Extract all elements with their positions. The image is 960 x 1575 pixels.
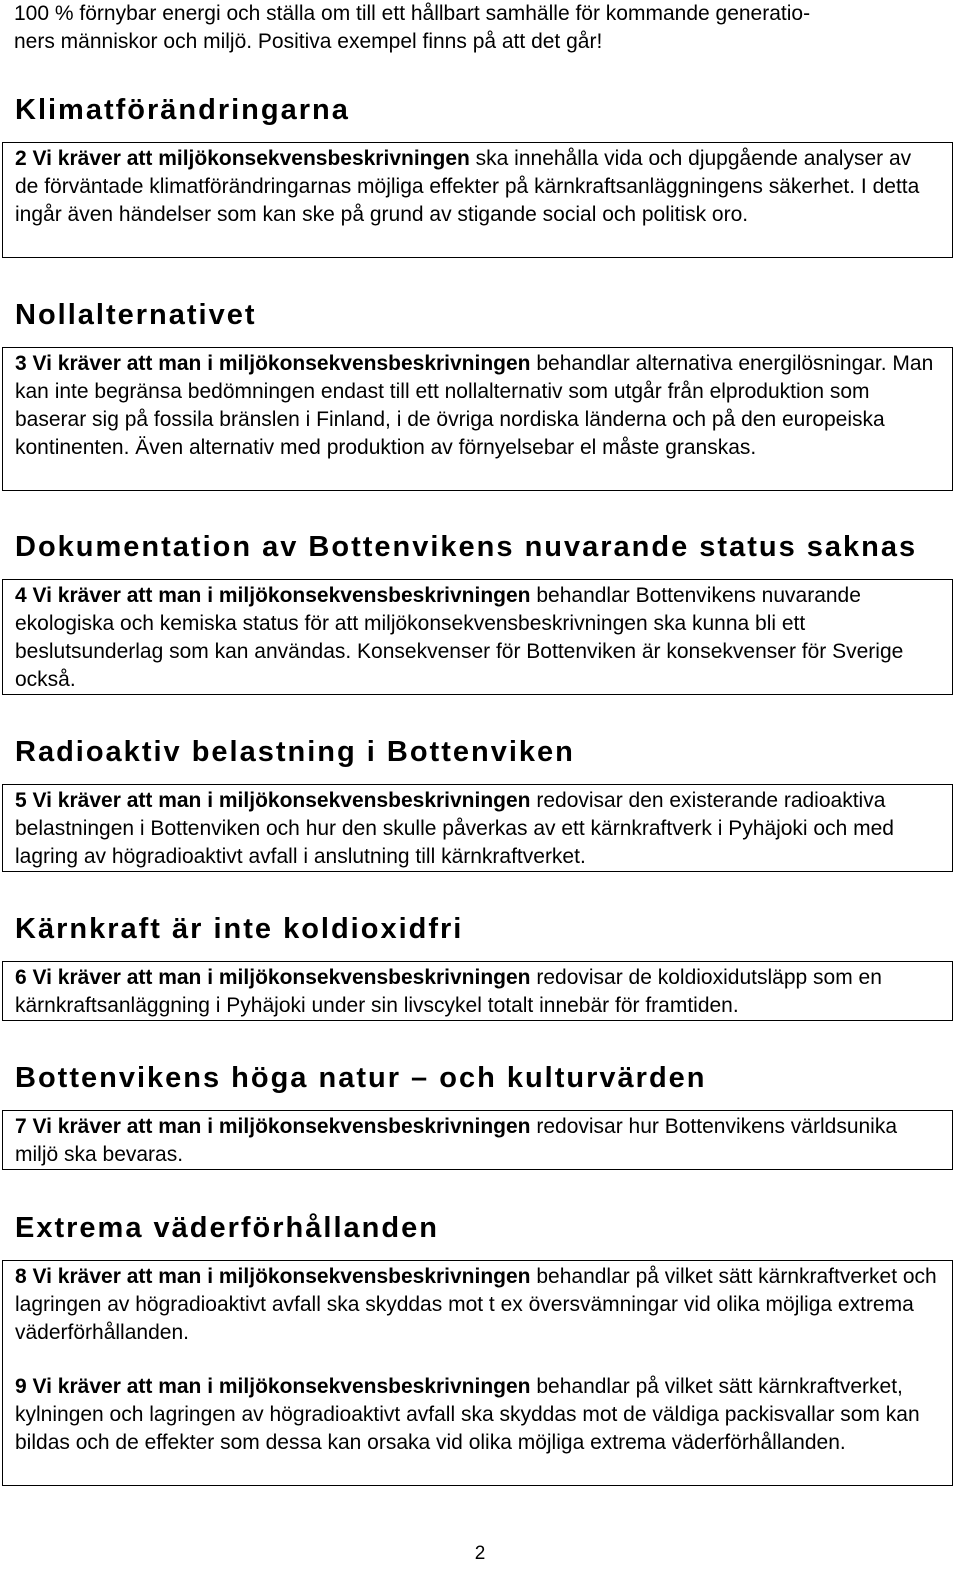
demand-text: redovisar de koldioxidutsläpp som en kärnkraftsanläggning i Pyhäjoki under sin livscykel totalt innebär för framtiden. (15, 966, 882, 1017)
section-heading: Bottenvikens höga natur – och kulturvärden (15, 1062, 707, 1094)
demand-lead: 9 Vi kräver att man i miljökonsekvensbeskrivningen (15, 1375, 531, 1398)
demand-text: ska innehålla vida och djupgående analyser av de förväntade klimatförändringarnas möjliga effekter på kärnkraftsanläggningens säkerhet. I detta ingår även händelser som kan ske på grund av stigande social och politisk oro. (15, 147, 920, 226)
demand-box (2, 579, 953, 695)
demand-text: behandlar på vilket sätt kärnkraftverket, kylningen och lagringen av högradioaktivt avfall ska skyddas mot de väldiga packisvallar som kan bildas och de effekter som dessa kan orsaka vid olika möjliga extrema väderförhållanden. (15, 1375, 920, 1454)
intro-line-1: 100 % förnybar energi och ställa om till ett hållbart samhälle för kommande generatio- (14, 2, 811, 25)
intro-paragraph (14, 0, 946, 56)
paragraph-spacer (15, 1347, 940, 1373)
section-heading: Kärnkraft är inte koldioxidfri (15, 913, 464, 945)
demand-box (2, 347, 953, 491)
page-number: 2 (474, 1543, 486, 1564)
demand-text: redovisar den existerande radioaktiva belastningen i Bottenviken och hur den skulle påverkas av ett kärnkraftverk i Pyhäjoki och med lagring av högradioaktivt avfall i anslutning till kärnkraftverket. (15, 789, 894, 868)
section-heading: Extrema väderförhållanden (15, 1212, 439, 1244)
demand-box (2, 1110, 953, 1170)
demand-paragraph (15, 1263, 940, 1347)
demand-lead: 2 Vi kräver att miljökonsekvensbeskrivningen (15, 147, 470, 170)
demand-lead: 6 Vi kräver att man i miljökonsekvensbeskrivningen (15, 966, 531, 989)
demand-text: behandlar Bottenvikens nuvarande ekologiska och kemiska status för att miljökonsekvensbeskrivningen ska kunna bli ett beslutsunderlag som kan användas. Konsekvenser för Bottenviken är konsekvenser för Sverige också. (15, 584, 904, 691)
demand-lead: 5 Vi kräver att man i miljökonsekvensbeskrivningen (15, 789, 531, 812)
demand-text: redovisar hur Bottenvikens världsunika miljö ska bevaras. (15, 1115, 898, 1166)
demand-box (2, 1260, 953, 1486)
demand-text: behandlar på vilket sätt kärnkraftverket och lagringen av högradioaktivt avfall ska skyddas mot t ex översvämningar vid olika möjliga extrema väderförhållanden. (15, 1265, 937, 1344)
demand-lead: 8 Vi kräver att man i miljökonsekvensbeskrivningen (15, 1265, 531, 1288)
demand-text: behandlar alternativa energilösningar. Man kan inte begränsa bedömningen endast till ett nollalternativ som utgår från elproduktion som baserar sig på fossila bränslen i Finland, i de övriga nordiska länderna och på den europeiska kontinenten. Även alternativ med produktion av förnyelsebar el måste granskas. (15, 352, 934, 459)
demand-lead: 3 Vi kräver att man i miljökonsekvensbeskrivningen (15, 352, 531, 375)
demand-box (2, 784, 953, 872)
demand-box (2, 961, 953, 1021)
section-heading: Radioaktiv belastning i Bottenviken (15, 736, 575, 768)
section-heading: Dokumentation av Bottenvikens nuvarande status saknas (15, 531, 918, 563)
section-heading: Nollalternativet (15, 299, 257, 331)
demand-lead: 4 Vi kräver att man i miljökonsekvensbeskrivningen (15, 584, 531, 607)
demand-box (2, 142, 953, 258)
section-heading: Klimatförändringarna (15, 94, 350, 126)
demand-paragraph (15, 1373, 940, 1457)
intro-line-2: ners människor och miljö. Positiva exempel finns på att det går! (14, 30, 603, 53)
demand-lead: 7 Vi kräver att man i miljökonsekvensbeskrivningen (15, 1115, 531, 1138)
